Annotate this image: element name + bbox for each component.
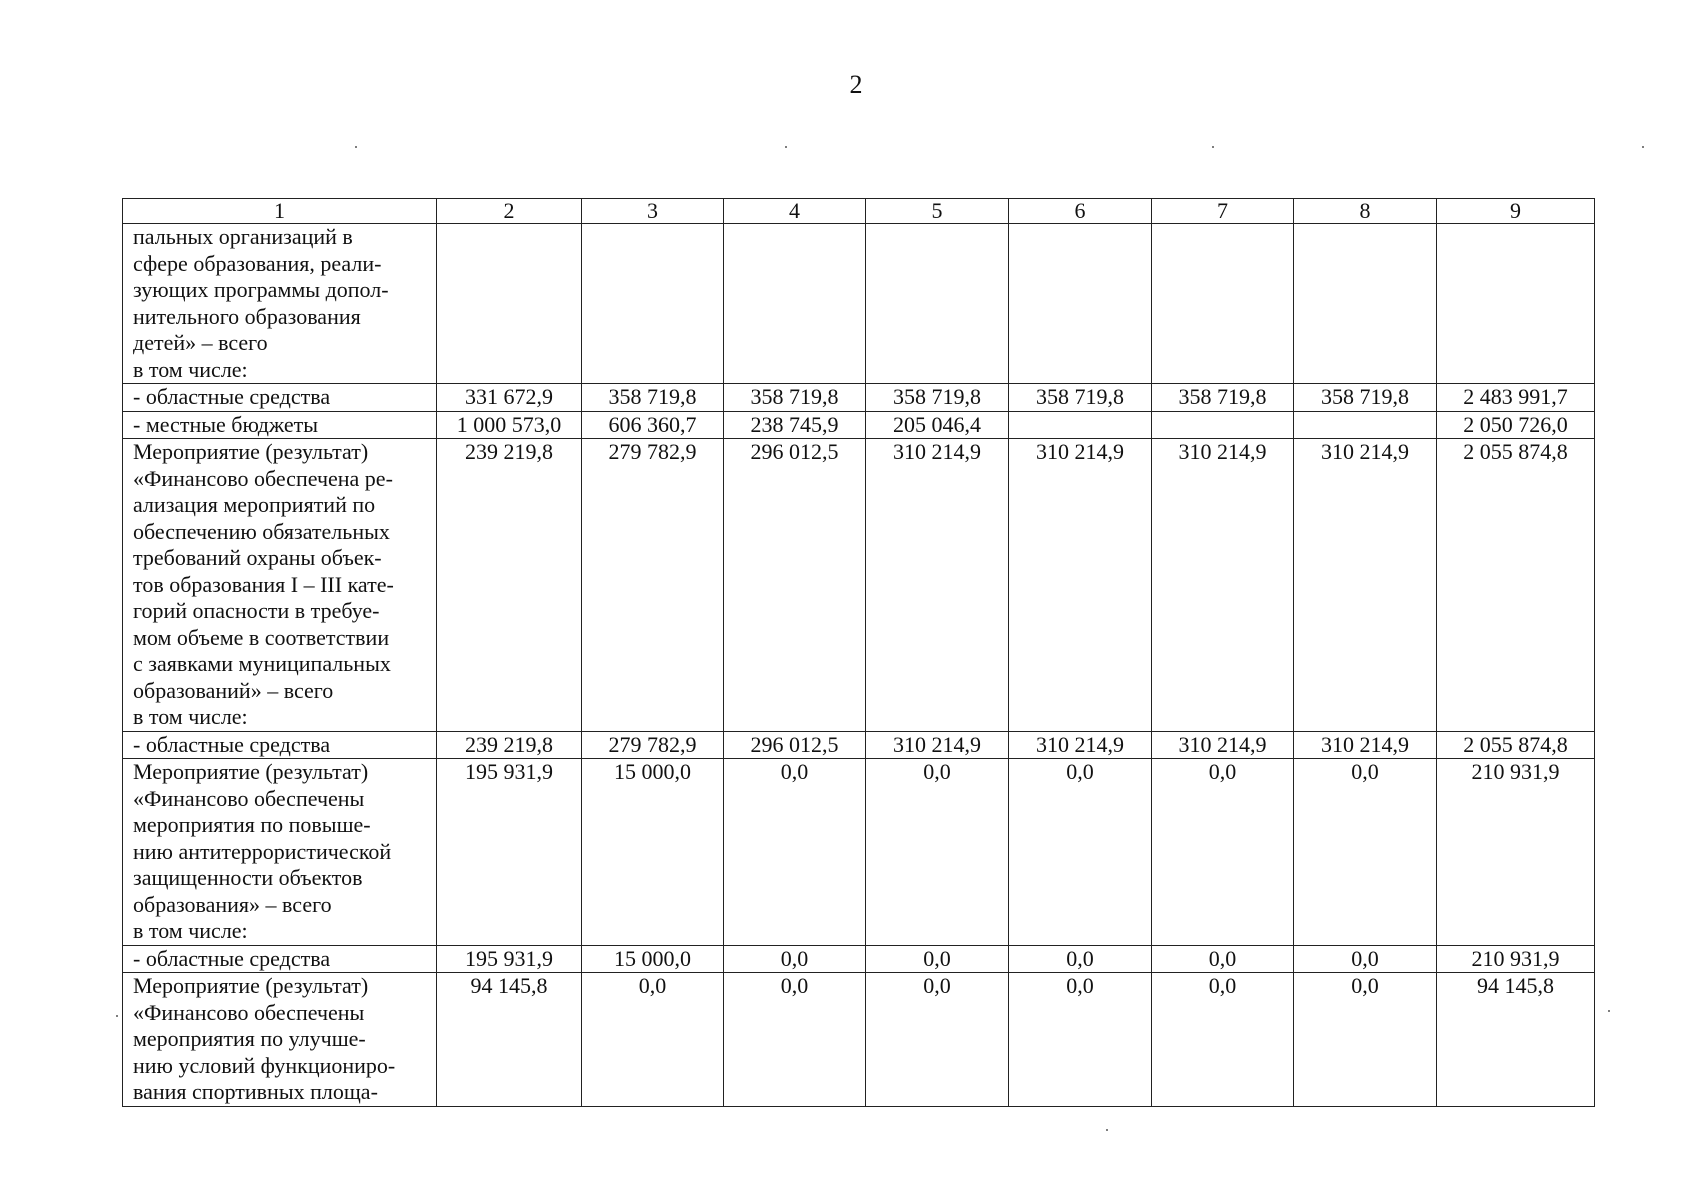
description-line: зующих программы допол- [133, 277, 389, 302]
value-cell-col-5: 358 719,8 [866, 384, 1009, 412]
description-line: защищенности объектов [133, 865, 363, 890]
value-cell-col-9: 210 931,9 [1437, 759, 1595, 946]
value-cell-col-2: 239 219,8 [437, 731, 582, 759]
value-cell-col-6 [1009, 411, 1152, 439]
column-header-9: 9 [1437, 199, 1595, 224]
value-cell-col-3 [582, 224, 724, 384]
description-line: сфере образования, реали- [133, 250, 382, 276]
budget-table [122, 198, 1595, 1107]
description-line: образований» – всего [133, 677, 334, 703]
value-cell-col-7: 0,0 [1152, 945, 1294, 973]
value-cell-col-8: 358 719,8 [1294, 384, 1437, 412]
scan-speck [1106, 1129, 1108, 1131]
value-cell-col-6: 310 214,9 [1009, 439, 1152, 732]
value-cell-col-5: 0,0 [866, 973, 1009, 1107]
column-header-1: 1 [123, 199, 437, 224]
description-line: в том числе: [133, 918, 248, 943]
value-cell-col-9: 2 483 991,7 [1437, 384, 1595, 412]
row-description [123, 759, 437, 946]
description-line: Мероприятие (результат) [133, 973, 369, 998]
value-cell-col-5: 310 214,9 [866, 731, 1009, 759]
table-row [123, 973, 1595, 1107]
description-line: «Финансово обеспечена ре- [133, 465, 393, 491]
column-header-7: 7 [1152, 199, 1294, 224]
table-row [123, 759, 1595, 946]
table-row [123, 384, 1595, 412]
value-cell-col-7 [1152, 224, 1294, 384]
value-cell-col-9: 94 145,8 [1437, 973, 1595, 1107]
table-row [123, 945, 1595, 973]
row-description [123, 973, 437, 1107]
description-line: требований охраны объек- [133, 545, 382, 570]
value-cell-col-4: 296 012,5 [724, 439, 866, 732]
value-cell-col-4: 0,0 [724, 945, 866, 973]
description-line: нию условий функциониро- [133, 1052, 396, 1078]
value-cell-col-4 [724, 224, 866, 384]
value-cell-col-6: 0,0 [1009, 945, 1152, 973]
description-line: - областные средства [133, 731, 331, 757]
value-cell-col-8 [1294, 411, 1437, 439]
value-cell-col-4: 296 012,5 [724, 731, 866, 759]
table-header-row [123, 199, 1595, 224]
value-cell-col-2: 331 672,9 [437, 384, 582, 412]
description-line: нию антитеррористической [133, 838, 392, 864]
value-cell-col-2 [437, 224, 582, 384]
value-cell-col-8: 0,0 [1294, 759, 1437, 946]
description-line: в том числе: [133, 356, 248, 382]
row-description [123, 731, 437, 759]
value-cell-col-2: 239 219,8 [437, 439, 582, 732]
value-cell-col-9 [1437, 224, 1595, 384]
value-cell-col-9: 2 050 726,0 [1437, 411, 1595, 439]
value-cell-col-9: 210 931,9 [1437, 945, 1595, 973]
value-cell-col-6: 0,0 [1009, 973, 1152, 1107]
description-line: - областные средства [133, 384, 331, 409]
description-line: мом объеме в соответствии [133, 624, 390, 650]
description-line: мероприятия по улучше- [133, 1026, 366, 1051]
value-cell-col-3: 358 719,8 [582, 384, 724, 412]
scan-speck [1608, 1010, 1610, 1012]
description-line: - областные средства [133, 945, 331, 971]
value-cell-col-2: 195 931,9 [437, 759, 582, 946]
value-cell-col-7: 0,0 [1152, 973, 1294, 1107]
description-line: горий опасности в требуе- [133, 598, 380, 623]
value-cell-col-8: 0,0 [1294, 973, 1437, 1107]
description-line: тов образования I – III кате- [133, 571, 394, 597]
value-cell-col-3: 279 782,9 [582, 439, 724, 732]
value-cell-col-8 [1294, 224, 1437, 384]
value-cell-col-3: 15 000,0 [582, 759, 724, 946]
description-line: «Финансово обеспечены [133, 785, 365, 811]
description-line: Мероприятие (результат) [133, 439, 369, 464]
description-line: мероприятия по повыше- [133, 812, 371, 837]
value-cell-col-2: 195 931,9 [437, 945, 582, 973]
value-cell-col-4: 0,0 [724, 759, 866, 946]
description-line: в том числе: [133, 704, 248, 729]
value-cell-col-2: 1 000 573,0 [437, 411, 582, 439]
row-description [123, 411, 437, 439]
description-line: образования» – всего [133, 891, 332, 917]
value-cell-col-8: 0,0 [1294, 945, 1437, 973]
scan-speck [355, 146, 357, 148]
value-cell-col-6 [1009, 224, 1152, 384]
value-cell-col-8: 310 214,9 [1294, 439, 1437, 732]
column-header-3: 3 [582, 199, 724, 224]
column-header-6: 6 [1009, 199, 1152, 224]
description-line: с заявками муниципальных [133, 651, 391, 676]
value-cell-col-8: 310 214,9 [1294, 731, 1437, 759]
description-line: Мероприятие (результат) [133, 759, 369, 784]
row-description [123, 384, 437, 412]
value-cell-col-9: 2 055 874,8 [1437, 731, 1595, 759]
description-line: «Финансово обеспечены [133, 999, 365, 1025]
scan-speck [1642, 146, 1644, 148]
value-cell-col-3: 279 782,9 [582, 731, 724, 759]
value-cell-col-6: 310 214,9 [1009, 731, 1152, 759]
value-cell-col-7: 310 214,9 [1152, 731, 1294, 759]
value-cell-col-5: 205 046,4 [866, 411, 1009, 439]
value-cell-col-7: 310 214,9 [1152, 439, 1294, 732]
description-line: - местные бюджеты [133, 411, 319, 437]
row-description [123, 945, 437, 973]
value-cell-col-5: 0,0 [866, 759, 1009, 946]
value-cell-col-6: 0,0 [1009, 759, 1152, 946]
description-line: ализация мероприятий по [133, 492, 376, 517]
value-cell-col-4: 358 719,8 [724, 384, 866, 412]
row-description [123, 439, 437, 732]
table-row [123, 411, 1595, 439]
table-row [123, 731, 1595, 759]
description-line: вания спортивных площа- [133, 1079, 378, 1104]
scan-speck [785, 146, 787, 148]
description-line: пальных организаций в [133, 224, 353, 249]
value-cell-col-5 [866, 224, 1009, 384]
value-cell-col-4: 238 745,9 [724, 411, 866, 439]
value-cell-col-7: 0,0 [1152, 759, 1294, 946]
column-header-8: 8 [1294, 199, 1437, 224]
value-cell-col-2: 94 145,8 [437, 973, 582, 1107]
page-number: 2 [849, 70, 863, 99]
value-cell-col-5: 0,0 [866, 945, 1009, 973]
value-cell-col-3: 606 360,7 [582, 411, 724, 439]
row-description [123, 224, 437, 384]
value-cell-col-7 [1152, 411, 1294, 439]
value-cell-col-9: 2 055 874,8 [1437, 439, 1595, 732]
scan-speck [1212, 146, 1214, 148]
scan-speck [116, 1015, 118, 1017]
value-cell-col-3: 0,0 [582, 973, 724, 1107]
description-line: детей» – всего [133, 330, 268, 355]
column-header-4: 4 [724, 199, 866, 224]
table-body [123, 199, 1595, 1107]
column-header-2: 2 [437, 199, 582, 224]
value-cell-col-7: 358 719,8 [1152, 384, 1294, 412]
value-cell-col-3: 15 000,0 [582, 945, 724, 973]
value-cell-col-6: 358 719,8 [1009, 384, 1152, 412]
value-cell-col-5: 310 214,9 [866, 439, 1009, 732]
table-row [123, 439, 1595, 732]
table-row [123, 224, 1595, 384]
value-cell-col-4: 0,0 [724, 973, 866, 1107]
description-line: нительного образования [133, 303, 361, 329]
description-line: обеспечению обязательных [133, 518, 390, 544]
column-header-5: 5 [866, 199, 1009, 224]
